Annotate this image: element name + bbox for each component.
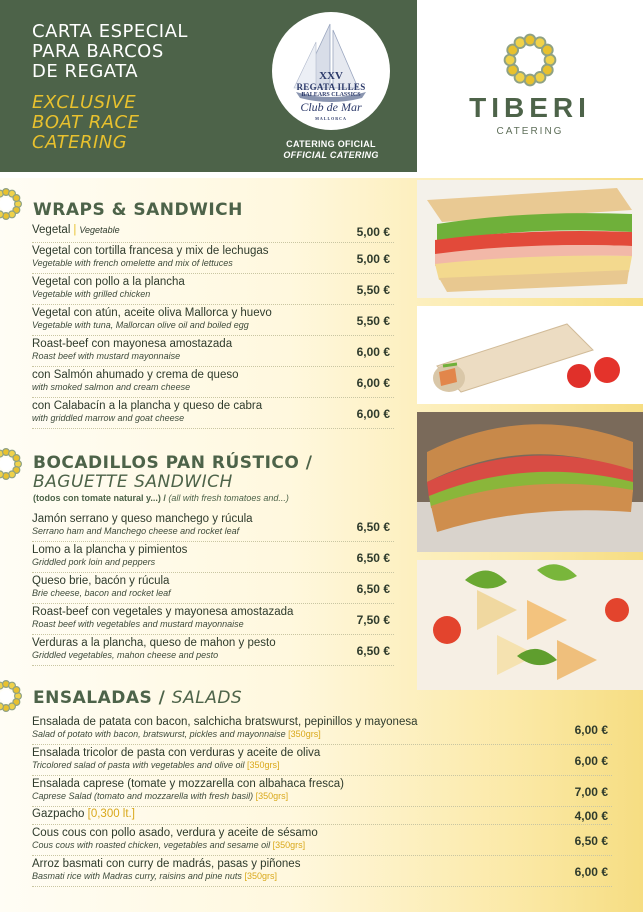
item-description: Vegetable with french omelette and mix of lettuces [32, 258, 233, 268]
item-quantity: [350grs] [288, 729, 321, 739]
item-price: 5,50 € [356, 314, 390, 328]
item-name: Lomo a la plancha y pimientos [32, 544, 188, 556]
item-price: 6,00 € [574, 723, 608, 737]
title-english: EXCLUSIVE BOAT RACE CATERING [32, 92, 140, 153]
item-description: Roast beef with mustard mayonnaise [32, 351, 181, 361]
section-title-baguette: BAGUETTE SANDWICH [33, 472, 233, 492]
item-quantity: [0,300 lt.] [87, 808, 135, 820]
regatta-city: MALLORCA [315, 116, 347, 121]
menu-item [32, 825, 612, 856]
official-catering-es: CATERING OFICIAL [286, 139, 376, 149]
official-catering-en: OFFICIAL CATERING [283, 150, 379, 160]
menu-item [32, 336, 394, 367]
item-price: 7,50 € [356, 613, 390, 627]
item-price: 6,50 € [356, 582, 390, 596]
item-name: con Calabacín a la plancha y queso de cabra [32, 400, 263, 412]
section-title-wraps: WRAPS & SANDWICH [33, 200, 243, 220]
item-name: Verduras a la plancha, queso de mahon y pesto [32, 637, 276, 649]
menu-item [32, 367, 394, 398]
title-spanish: CARTA ESPECIAL PARA BARCOS DE REGATA [32, 21, 188, 82]
item-price: 6,00 € [356, 376, 390, 390]
item-price: 6,00 € [574, 754, 608, 768]
item-description: Brie cheese, bacon and rocket leaf [32, 588, 171, 598]
item-price: 6,00 € [356, 345, 390, 359]
item-quantity: [350grs] [272, 840, 306, 850]
item-name: Roast-beef con mayonesa amostazada [32, 338, 233, 350]
item-price: 5,00 € [356, 225, 390, 239]
item-name: Roast-beef con vegetales y mayonesa amostazada [32, 606, 294, 618]
item-price: 5,00 € [356, 252, 390, 266]
menu-item [32, 745, 612, 776]
item-name: Vegetal | Vegetable [32, 224, 120, 236]
menu-item [32, 856, 612, 887]
pasta-salad-photo [417, 560, 643, 690]
item-price: 6,00 € [574, 865, 608, 879]
item-name: Queso brie, bacón y rúcula [32, 575, 170, 587]
regatta-subtitle: BALEARS CLASSICS [301, 92, 361, 98]
item-name: Ensalada tricolor de pasta con verduras y aceite de oliva [32, 747, 321, 759]
item-description: Serrano ham and Manchego cheese and rocket leaf [32, 526, 240, 536]
item-description: Vegetable with tuna, Mallorcan olive oil and boiled egg [32, 320, 249, 330]
baguette-photo [417, 412, 643, 552]
item-price: 7,00 € [574, 785, 608, 799]
item-description: Basmati rice with Madras curry, raisins and pine nuts [350grs] [32, 871, 277, 881]
item-name: Jamón serrano y queso manchego y rúcula [32, 513, 253, 525]
brand-subtitle: CATERING [496, 126, 564, 137]
menu-item [32, 542, 394, 573]
menu-item [32, 604, 394, 635]
item-description: Roast beef with vegetables and mustard mayonnaise [32, 619, 244, 629]
item-name: Vegetal con atún, aceite oliva Mallorca y huevo [32, 307, 272, 319]
item-price: 4,00 € [574, 809, 608, 823]
regatta-name: REGATA ILLES [296, 82, 366, 92]
flower-bullet-icon [0, 186, 24, 222]
item-quantity: [350grs] [246, 760, 280, 770]
item-description: Griddled pork loin and peppers [32, 557, 156, 567]
item-description: Vegetable with grilled chicken [32, 289, 151, 299]
menu-item [32, 806, 612, 825]
menu-item [32, 776, 612, 807]
menu-item [32, 714, 612, 745]
item-price: 6,50 € [356, 520, 390, 534]
item-price: 6,50 € [356, 644, 390, 658]
item-price: 6,50 € [574, 834, 608, 848]
item-description: Cous cous with roasted chicken, vegetables and sesame oil [350grs] [32, 840, 306, 850]
item-name: Ensalada de patata con bacon, salchicha bratswurst, pepinillos y mayonesa [32, 716, 418, 728]
section-note-bocadillos: (todos con tomate natural y...) / (all with fresh tomatoes and...) [33, 493, 289, 503]
section-title-salads: ENSALADAS / SALADS [33, 688, 243, 708]
header-banner [0, 0, 417, 172]
item-name: con Salmón ahumado y crema de queso [32, 369, 239, 381]
item-quantity: [350grs] [255, 791, 289, 801]
item-description: with smoked salmon and cream cheese [32, 382, 191, 392]
regatta-club: Club de Mar [300, 100, 362, 114]
item-price: 5,50 € [356, 283, 390, 297]
item-name: Gazpacho [0,300 lt.] [32, 808, 135, 820]
item-description: Griddled vegetables, mahon cheese and pesto [32, 650, 219, 660]
flower-logo-icon [500, 30, 560, 90]
regatta-edition: XXV [319, 70, 343, 82]
item-description: Salad of potato with bacon, bratswurst, pickles and mayonnaise [350grs] [32, 729, 321, 739]
item-description: Caprese Salad (tomato and mozzarella with fresh basil) [350grs] [32, 791, 289, 801]
sandwich-photo [417, 180, 643, 298]
item-price: 6,00 € [356, 407, 390, 421]
item-description: Tricolored salad of pasta with vegetables and olive oil [350grs] [32, 760, 280, 770]
menu-item [32, 398, 394, 429]
item-name: Arroz basmati con curry de madrás, pasas y piñones [32, 858, 301, 870]
menu-item [32, 222, 394, 243]
menu-item [32, 573, 394, 604]
menu-item [32, 511, 394, 542]
wrap-photo [417, 306, 643, 404]
item-quantity: [350grs] [244, 871, 277, 881]
menu-item [32, 305, 394, 336]
item-name: Vegetal con pollo a la plancha [32, 276, 185, 288]
item-name: Vegetal con tortilla francesa y mix de lechugas [32, 245, 269, 257]
section-title-bocadillos: BOCADILLOS PAN RÚSTICO / [33, 453, 313, 473]
menu-item [32, 274, 394, 305]
item-tag: Vegetable [79, 225, 120, 235]
brand-name: TIBERI [469, 92, 591, 123]
item-description: with griddled marrow and goat cheese [32, 413, 185, 423]
flower-bullet-icon [0, 678, 24, 714]
regatta-logo [272, 12, 390, 130]
flower-bullet-icon [0, 446, 24, 482]
item-name: Ensalada caprese (tomate y mozzarella con albahaca fresca) [32, 778, 344, 790]
menu-item [32, 635, 394, 666]
item-name: Cous cous con pollo asado, verdura y aceite de sésamo [32, 827, 318, 839]
item-price: 6,50 € [356, 551, 390, 565]
menu-item [32, 243, 394, 274]
